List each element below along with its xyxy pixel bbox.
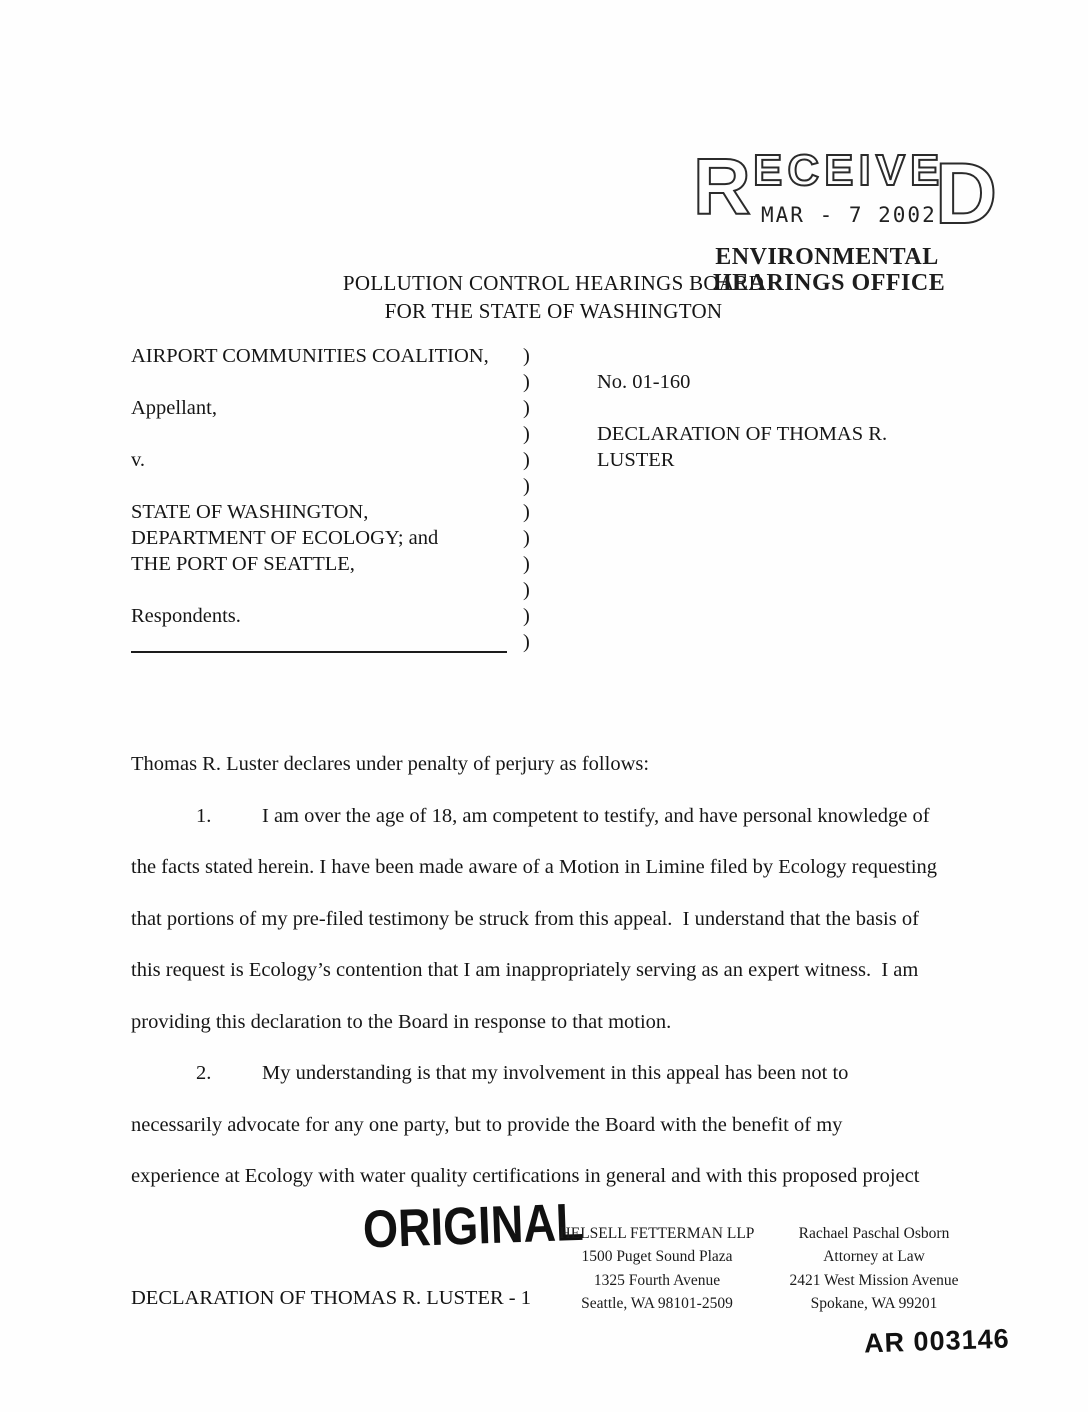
paragraph-1-text: I am over the age of 18, am competent to testify, and have personal knowledge of bbox=[262, 804, 930, 827]
caption-row bbox=[131, 577, 971, 603]
bates-number: AR 003146 bbox=[863, 1323, 1011, 1359]
paragraph-2-line-1 bbox=[131, 1048, 973, 1100]
caption-versus-label: v. bbox=[131, 449, 146, 471]
case-caption bbox=[131, 343, 971, 655]
caption-row bbox=[131, 473, 971, 499]
paragraph-1-line-2: the facts stated herein. I have been made aware of a Motion in Limine filed by Ecology requesting bbox=[131, 856, 938, 878]
caption-signature-rule bbox=[131, 651, 507, 653]
caption-paren: ) bbox=[523, 527, 530, 549]
court-header-line1: POLLUTION CONTROL HEARINGS BOARD bbox=[342, 271, 765, 295]
caption-left-text bbox=[131, 577, 523, 603]
paragraph-1-line-3: that portions of my pre-filed testimony be struck from this appeal. I understand that the basis of bbox=[131, 907, 919, 930]
caption-respondent-name-line3: THE PORT OF SEATTLE, bbox=[131, 553, 355, 575]
caption-paren: ) bbox=[523, 371, 530, 393]
declaration-body bbox=[131, 739, 973, 1203]
received-stamp-letter-r: R bbox=[693, 142, 751, 231]
attorney-title: Attorney at Law bbox=[823, 1248, 925, 1266]
paragraph-1-line-5: providing this declaration to the Board in response to that motion. bbox=[131, 1010, 672, 1033]
caption-row bbox=[131, 395, 971, 421]
caption-left-text bbox=[131, 473, 523, 499]
caption-respondent-name-line2: DEPARTMENT OF ECOLOGY; and bbox=[131, 527, 439, 549]
received-stamp-letter-d: D bbox=[935, 146, 998, 242]
caption-row bbox=[131, 603, 971, 629]
caption-party-appellant-name: AIRPORT COMMUNITIES COALITION, bbox=[131, 345, 489, 367]
received-stamp-office-line1: ENVIRONMENTAL bbox=[715, 244, 939, 270]
caption-row bbox=[131, 369, 971, 395]
caption-paren: ) bbox=[523, 605, 530, 627]
caption-paren: ) bbox=[523, 423, 530, 445]
caption-respondents-label: Respondents. bbox=[131, 605, 241, 627]
caption-row bbox=[131, 551, 971, 577]
caption-left-text bbox=[131, 421, 523, 447]
law-firm-address-block bbox=[558, 1222, 756, 1315]
caption-right-text bbox=[597, 577, 971, 603]
caption-respondent-name-line1: STATE OF WASHINGTON, bbox=[131, 501, 369, 523]
caption-appellant-label: Appellant, bbox=[131, 397, 217, 419]
law-firm-address-line2: 1325 Fourth Avenue bbox=[593, 1271, 721, 1289]
law-firm-address-line3: Seattle, WA 98101-2509 bbox=[581, 1294, 733, 1312]
caption-paren: ) bbox=[523, 579, 530, 601]
paragraph-2-line-3: experience at Ecology with water quality certifications in general and with this proposed project bbox=[131, 1165, 920, 1187]
paragraph-1-number: 1. bbox=[196, 804, 212, 827]
paragraph-1-line-1 bbox=[131, 791, 973, 843]
caption-case-number: No. 01-160 bbox=[597, 371, 691, 393]
paragraph-2-number: 2. bbox=[196, 1062, 212, 1084]
law-firm-address-line1: 1500 Puget Sound Plaza bbox=[581, 1248, 733, 1266]
declaration-intro: Thomas R. Luster declares under penalty of perjury as follows: bbox=[131, 753, 650, 775]
paragraph-2-line-2: necessarily advocate for any one party, but to provide the Board with the benefit of my bbox=[131, 1113, 843, 1136]
caption-right-text bbox=[597, 551, 971, 577]
caption-right-text bbox=[597, 343, 971, 369]
caption-row bbox=[131, 447, 971, 473]
caption-row bbox=[131, 421, 971, 447]
caption-paren: ) bbox=[523, 397, 530, 419]
caption-right-text bbox=[597, 603, 971, 629]
received-stamp-date: MAR - 7 2002 bbox=[761, 203, 937, 227]
caption-document-title-line2: LUSTER bbox=[597, 449, 675, 471]
caption-right-text bbox=[597, 395, 971, 421]
caption-paren: ) bbox=[523, 631, 530, 653]
caption-row bbox=[131, 525, 971, 551]
court-header-line2: FOR THE STATE OF WASHINGTON bbox=[384, 298, 723, 323]
attorney-address-block bbox=[764, 1222, 984, 1315]
attorney-name: Rachael Paschal Osborn bbox=[798, 1225, 950, 1242]
caption-paren: ) bbox=[523, 553, 530, 575]
caption-right-text bbox=[597, 473, 971, 499]
received-stamp-office bbox=[713, 244, 946, 296]
caption-right-text bbox=[597, 525, 971, 551]
received-stamp bbox=[693, 142, 1003, 305]
caption-paren: ) bbox=[523, 475, 530, 497]
document-footer-title: DECLARATION OF THOMAS R. LUSTER - 1 bbox=[131, 1287, 531, 1309]
paragraph-1-line-4: this request is Ecology’s contention that I am inappropriately serving as an expert witness. I am bbox=[131, 959, 919, 981]
attorney-address-line2: Spokane, WA 99201 bbox=[810, 1294, 938, 1312]
caption-paren: ) bbox=[523, 449, 530, 471]
received-stamp-letters-eceive: ECEIVE bbox=[753, 146, 945, 195]
original-stamp: ORIGINAL bbox=[362, 1193, 585, 1260]
attorney-address-line1: 2421 West Mission Avenue bbox=[789, 1271, 959, 1289]
caption-left-text bbox=[131, 369, 523, 395]
caption-row bbox=[131, 499, 971, 525]
caption-paren: ) bbox=[523, 345, 530, 367]
caption-right-text bbox=[597, 629, 971, 655]
paragraph-2-text: My understanding is that my involvement in this appeal has been not to bbox=[262, 1062, 849, 1084]
caption-row bbox=[131, 343, 971, 369]
caption-right-text bbox=[597, 499, 971, 525]
caption-paren: ) bbox=[523, 501, 530, 523]
received-stamp-office-line2: HEARINGS OFFICE bbox=[713, 270, 946, 296]
caption-document-title-line1: DECLARATION OF THOMAS R. bbox=[597, 423, 888, 445]
law-firm-name: HELSELL FETTERMAN LLP bbox=[559, 1225, 755, 1242]
